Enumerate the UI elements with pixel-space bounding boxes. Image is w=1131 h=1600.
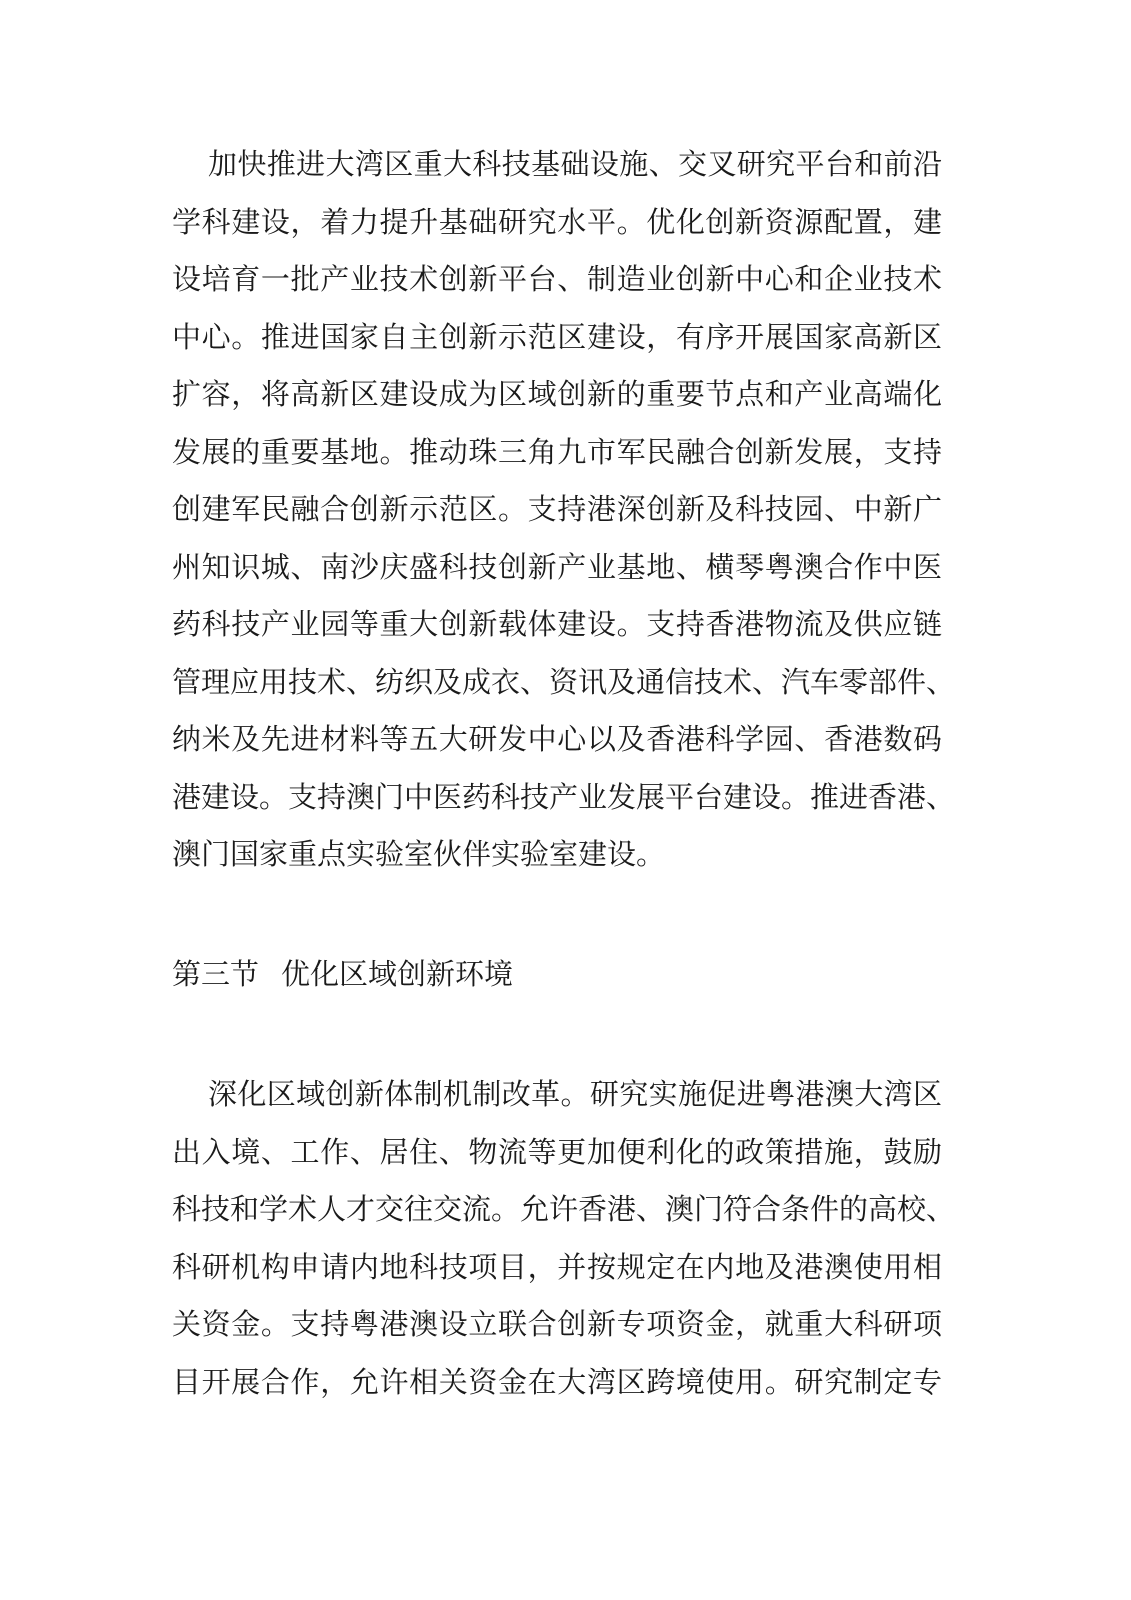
paragraph-line: 中心。推进国家自主创新示范区建设，有序开展国家高新区 [172, 319, 942, 354]
paragraph-line: 加快推进大湾区重大科技基础设施、交叉研究平台和前沿 [208, 147, 942, 181]
paragraph-line: 出入境、工作、居住、物流等更加便利化的政策措施，鼓励 [172, 1134, 942, 1169]
paragraph-line: 创建军民融合创新示范区。支持港深创新及科技园、中新广 [172, 492, 942, 526]
paragraph-line: 关资金。支持粤港澳设立联合创新专项资金，就重大科研项 [172, 1307, 942, 1341]
paragraph-line: 澳门国家重点实验室伙伴实验室建设。 [172, 837, 666, 871]
paragraph-line: 药科技产业园等重大创新载体建设。支持香港物流及供应链 [172, 607, 942, 641]
paragraph-line: 管理应用技术、纺织及成衣、资讯及通信技术、汽车零部件、 [172, 664, 956, 699]
section-number: 第三节 [172, 957, 260, 991]
paragraph-line: 发展的重要基地。推动珠三角九市军民融合创新发展，支持 [172, 434, 942, 469]
body-paragraph [172, 136, 956, 884]
paragraph-line: 纳米及先进材料等五大研发中心以及香港科学园、香港数码 [172, 722, 942, 756]
section-heading [172, 946, 513, 1003]
paragraph-line: 科研机构申请内地科技项目，并按规定在内地及港澳使用相 [172, 1249, 942, 1284]
paragraph-line: 扩容，将高新区建设成为区域创新的重要节点和产业高端化 [172, 377, 942, 411]
paragraph-line: 设培育一批产业技术创新平台、制造业创新中心和企业技术 [172, 262, 942, 296]
section-title: 优化区域创新环境 [281, 957, 514, 991]
paragraph-line: 学科建设，着力提升基础研究水平。优化创新资源配置，建 [172, 204, 942, 239]
paragraph-line: 港建设。支持澳门中医药科技产业发展平台建设。推进香港、 [172, 779, 956, 814]
body-paragraph [172, 1066, 956, 1411]
paragraph-line: 州知识城、南沙庆盛科技创新产业基地、横琴粤澳合作中医 [172, 549, 942, 584]
paragraph-line: 深化区域创新体制机制改革。研究实施促进粤港澳大湾区 [208, 1077, 942, 1111]
paragraph-line: 目开展合作，允许相关资金在大湾区跨境使用。研究制定专 [172, 1364, 942, 1399]
paragraph-line: 科技和学术人才交往交流。允许香港、澳门符合条件的高校、 [172, 1192, 956, 1226]
